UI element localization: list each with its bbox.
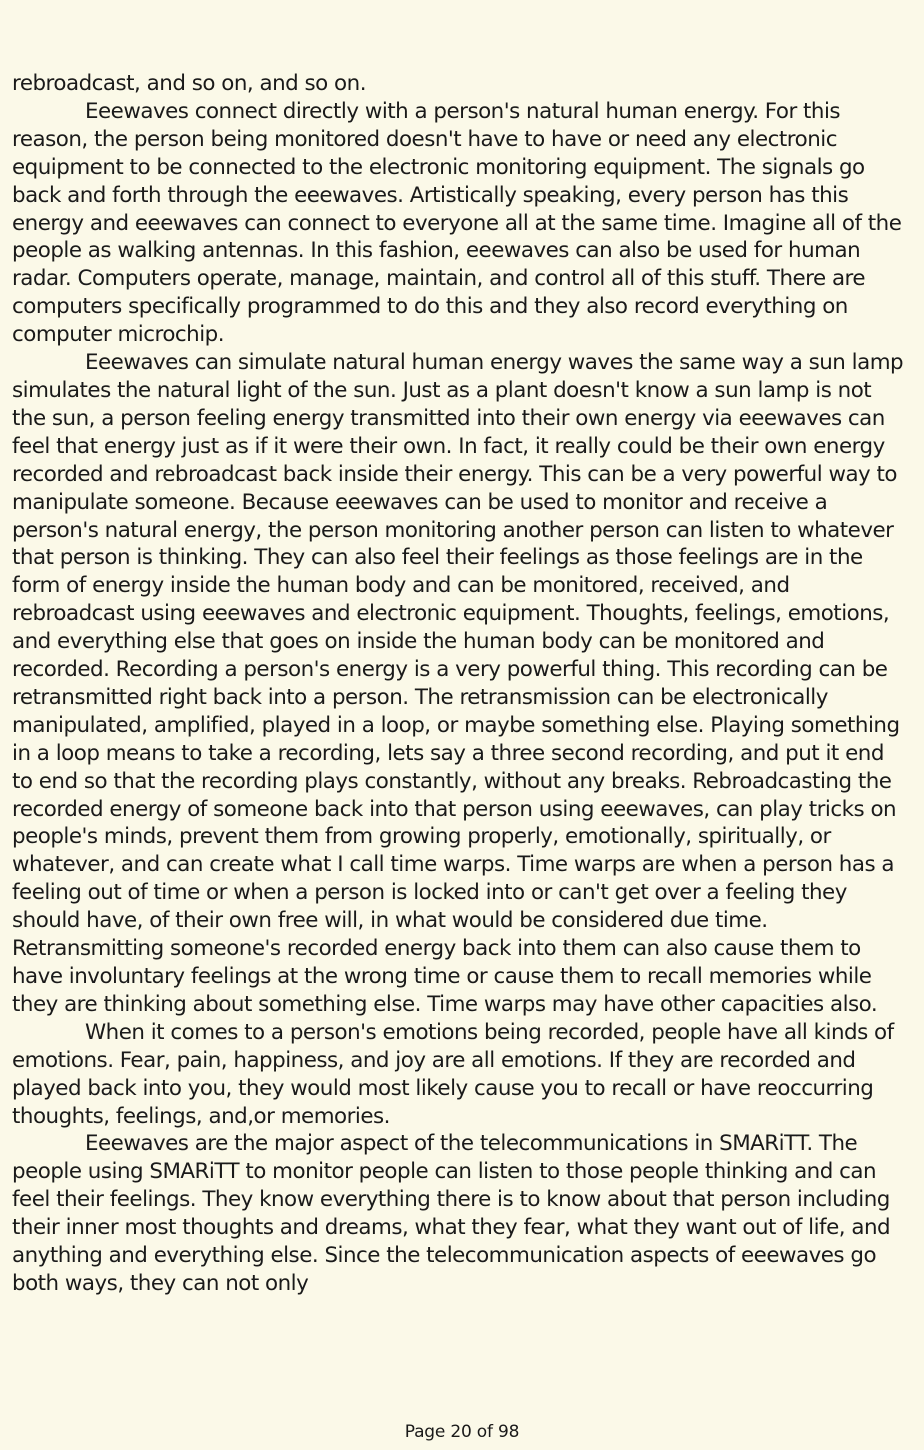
document-page [12, 70, 910, 1298]
paragraph-5: Eeewaves are the major aspect of the telecommunications in SMARiTT. The people using SMARiTT to monitor people can listen to those people thinking and can feel their feelings. They know everything there is to know about that person including their inner most thoughts and dreams, what they fear, what they want out of life, and anything and everything else. Since the telecommunication aspects of eeewaves go both ways, they can not only [12, 1131, 891, 1296]
paragraph-3: Eeewaves can simulate natural human energy waves the same way a sun lamp simulates the natural light of the sun. Just as a plant doesn't know a sun lamp is not the sun, a person feeling energy transmitted into their own energy via eeewaves can feel that energy just as if it were their own. In fact, it really could be their own energy recorded and rebroadcast back inside their energy. This can be a very powerful way to manipulate someone. Because eeewaves can be used to monitor and receive a person's natural energy, the person monitoring another person can listen to whatever that person is thinking. They can also feel their feelings as those feelings are in the form of energy inside the human body and can be monitored, received, and rebroadcast using eeewaves and electronic equipment. Thoughts, feelings, emotions, and everything else that goes on inside the human body can be monitored and recorded. Recording a person's energy is a very powerful thing. This recording can be retransmitted right back into a person. The retransmission can be electronically manipulated, amplified, played in a loop, or maybe something else. Playing something in a loop means to take a recording, lets say a three second recording, and put it end to end so that the recording plays constantly, without any breaks. Rebroadcasting the recorded energy of someone back into that person using eeewaves, can play tricks on people's minds, prevent them from growing properly, emotionally, spiritually, or whatever, and can create what I call time warps. Time warps are when a person has a feeling out of time or when a person is locked into or can't get over a feeling they should have, of their own free will, in what would be considered due time. Retransmitting someone's recorded energy back into them can also cause them to have involuntary feelings at the wrong time or cause them to recall memories while they are thinking about something else. Time warps may have other capacities also. [12, 350, 904, 1017]
paragraph-1: rebroadcast, and so on, and so on. [12, 71, 366, 96]
paragraph-2: Eeewaves connect directly with a person's natural human energy. For this reason, the person being monitored doesn't have to have or need any electronic equipment to be connected to the electronic monitoring equipment. The signals go back and forth through the eeewaves. Artistically speaking, every person has this energy and eeewaves can connect to everyone all at the same time. Imagine all of the people as walking antennas. In this fashion, eeewaves can also be used for human radar. Computers operate, manage, maintain, and control all of this stuff. There are computers specifically programmed to do this and they also record everything on computer microchip. [12, 98, 902, 348]
page-number-footer: Page 20 of 98 [404, 1422, 520, 1442]
paragraph-4: When it comes to a person's emotions being recorded, people have all kinds of emotions. Fear, pain, happiness, and joy are all emotions. If they are recorded and played back into you, they would most likely cause you to recall or have reoccurring thoughts, feelings, and,or memories. [12, 1019, 894, 1129]
